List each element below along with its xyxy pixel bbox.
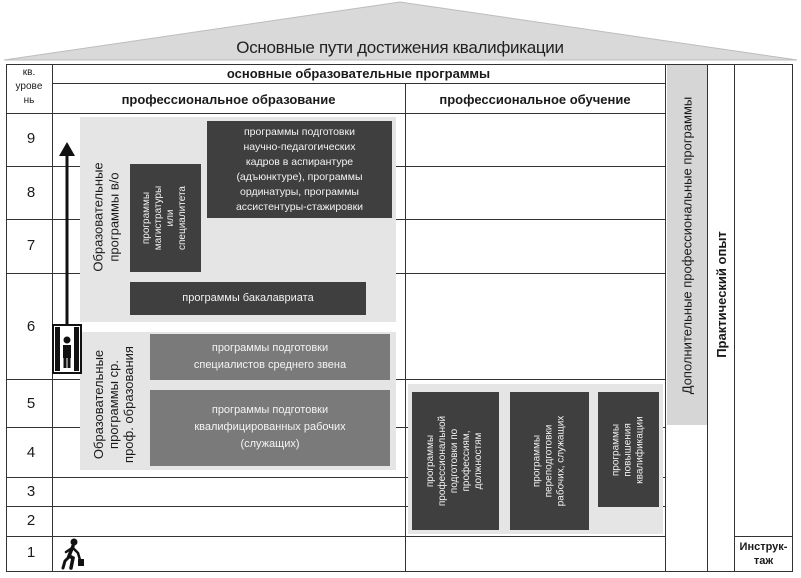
bachelor-box xyxy=(130,282,366,315)
page-title: Основные пути достижения квалификации xyxy=(236,38,564,57)
secondary-education-label-line2: программы ср. xyxy=(105,359,121,449)
postgraduate-line3: кадров в аспирантуре xyxy=(245,156,354,168)
workers-line2: квалифицированных рабочих xyxy=(194,421,346,433)
workers-line3: (служащих) xyxy=(240,438,300,450)
level-header-line3: нь xyxy=(23,95,35,106)
upward-arrow-icon xyxy=(56,140,78,326)
elevator-person-icon xyxy=(52,324,82,374)
level-1: 1 xyxy=(26,544,36,561)
additional-programs-text: Дополнительные профессиональные программы xyxy=(679,96,695,394)
postgraduate-line1: программы подготовки xyxy=(244,126,355,138)
upskilling-line3: квалификации xyxy=(634,415,646,484)
practical-experience-label xyxy=(708,214,734,374)
higher-education-label-line1: Образовательные xyxy=(91,162,106,272)
vocational-line2: профессиональной xyxy=(437,415,449,507)
level-header-line1: кв. xyxy=(22,67,36,78)
practical-experience-text: Практический опыт xyxy=(713,230,729,358)
workers-line1: программы подготовки xyxy=(211,404,329,416)
secondary-education-group-label xyxy=(82,335,144,473)
grid-bottom xyxy=(6,571,793,572)
grid-right xyxy=(792,64,793,572)
retraining-line1: программы xyxy=(531,434,543,488)
additional-programs-label xyxy=(667,65,707,425)
upskilling-line1: программы xyxy=(610,423,622,476)
postgraduate-line6: ассистентуры-стажировки xyxy=(235,201,364,213)
level-5: 5 xyxy=(26,395,36,412)
instruction-line2: таж xyxy=(753,555,774,567)
level-3: 3 xyxy=(26,483,36,500)
level-9: 9 xyxy=(26,130,36,147)
magistracy-line4: специалитета xyxy=(177,186,189,251)
vocational-line5: должностям xyxy=(473,432,485,490)
upskilling-line2: повышения xyxy=(622,422,634,477)
experience-right-separator xyxy=(734,64,735,572)
level-2: 2 xyxy=(26,512,36,529)
upskilling-box xyxy=(598,392,659,507)
skilled-workers-box xyxy=(150,390,390,466)
vocational-line4: профессиям, xyxy=(461,430,473,492)
mid-level-specialists-box xyxy=(150,334,390,380)
secondary-education-label-line3: проф. образования xyxy=(120,345,136,463)
row-line-2-1 xyxy=(6,536,666,537)
instruction-top-line xyxy=(734,536,792,537)
level-header-line2: уровe xyxy=(15,81,43,92)
level-6: 6 xyxy=(26,318,36,335)
postgraduate-line2: научно-педагогических xyxy=(243,141,356,153)
higher-education-label-line2: программы в/о xyxy=(107,172,122,262)
mid-level-line2: специалистов среднего звена xyxy=(193,359,347,371)
postgraduate-box xyxy=(207,121,392,218)
instruction-cell xyxy=(735,540,792,568)
retraining-line2: переподготовки xyxy=(543,424,555,498)
higher-education-group-label xyxy=(82,117,132,317)
magistracy-box xyxy=(130,164,201,272)
level-4: 4 xyxy=(26,444,36,461)
retraining-box xyxy=(510,392,589,530)
walking-person-icon xyxy=(58,537,86,570)
vocational-line3: подготовки по xyxy=(449,428,461,494)
bachelor-label: программы бакалавриата xyxy=(182,292,314,304)
header-line-1 xyxy=(52,83,666,84)
magistracy-line1: программы xyxy=(141,191,153,245)
mid-level-line1: программы подготовки xyxy=(211,342,329,354)
level-header xyxy=(6,66,52,108)
postgraduate-line4: (адъюнктуре), программы xyxy=(236,171,363,183)
level-8: 8 xyxy=(26,184,36,201)
vocational-line1: программы xyxy=(425,434,437,488)
subheader-separator xyxy=(405,83,406,572)
magistracy-line3: или xyxy=(165,209,177,227)
postgraduate-line5: ординатуры, программы xyxy=(240,186,359,198)
secondary-education-label-line1: Образовательные xyxy=(90,349,106,459)
level-7: 7 xyxy=(26,237,36,254)
header-line-2 xyxy=(6,113,666,114)
retraining-line3: рабочих, служащих xyxy=(555,415,567,507)
main-programs-header: основные образовательные программы xyxy=(226,66,491,81)
vocational-training-box xyxy=(412,392,499,530)
magistracy-line2: магистратуры xyxy=(153,185,165,251)
roof xyxy=(0,0,801,70)
programs-right-separator xyxy=(665,64,666,572)
professional-training-header: профессиональное обучение xyxy=(439,92,631,107)
professional-education-header: профессиональное образование xyxy=(121,92,336,107)
instruction-line1: Инструк- xyxy=(739,541,788,553)
